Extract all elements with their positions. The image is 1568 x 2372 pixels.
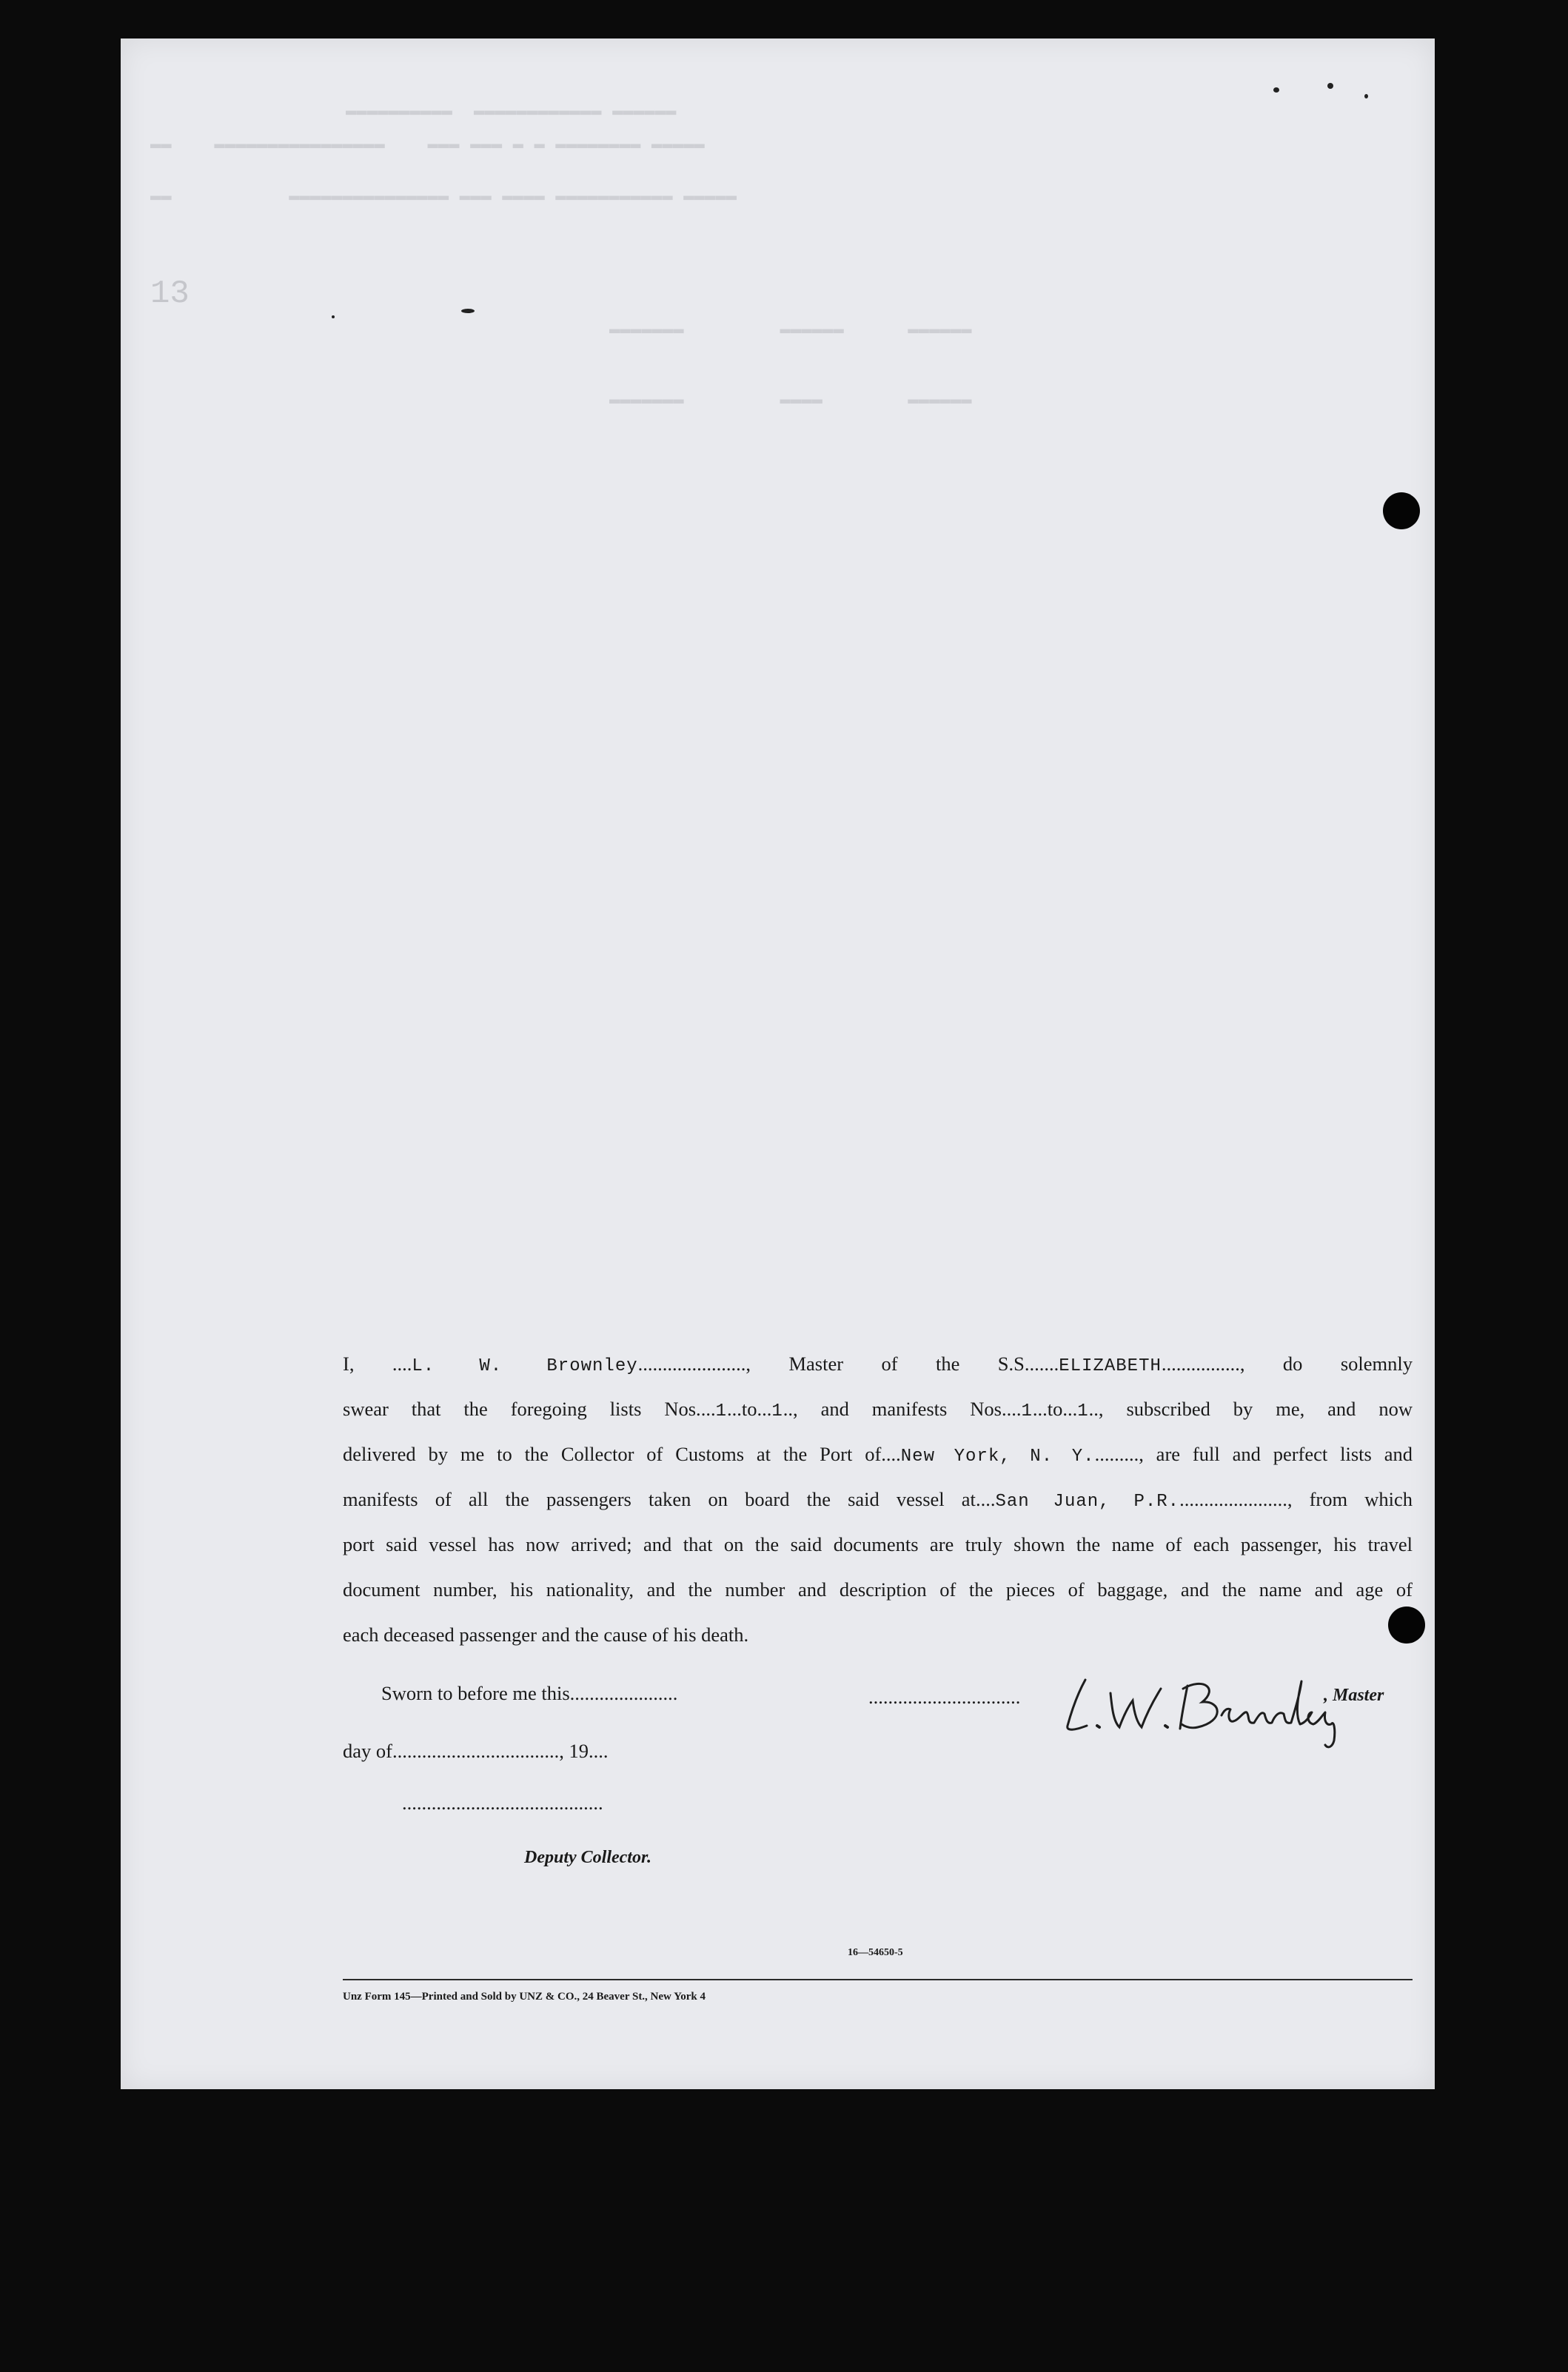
signature-stroke [1165, 1726, 1167, 1727]
dot-leader: .... [588, 1740, 609, 1762]
arrival-port: New York, N. Y. [900, 1447, 1095, 1467]
bleed-through-text: ▬▬▬▬▬▬▬▬▬▬ ▬▬▬▬▬▬▬▬▬▬▬▬ ▬▬▬▬▬▬ [239, 101, 677, 121]
dot-leader: .... [881, 1443, 901, 1465]
speck [332, 315, 335, 318]
dot-leader: ...................... [637, 1353, 746, 1375]
dot-leader: ......... [1094, 1443, 1139, 1465]
sworn-to-label: Sworn to before me this [381, 1682, 570, 1704]
day-of-label: day of [343, 1740, 392, 1762]
manifests-to: 1 [1077, 1401, 1089, 1421]
oath-text: , Master of the S.S. [746, 1353, 1030, 1375]
signature-stroke [1068, 1680, 1087, 1729]
signature-stroke [1110, 1689, 1161, 1727]
lists-from: 1 [715, 1401, 727, 1421]
dot-leader: ... [1006, 1398, 1022, 1420]
year-label: , 19 [559, 1740, 589, 1762]
oath-text: , subscribed by me, and now [1098, 1398, 1413, 1420]
dot-leader: ... [1032, 1398, 1048, 1420]
speck [1364, 94, 1368, 98]
master-signature [1050, 1664, 1353, 1752]
manifests-from: 1 [1021, 1401, 1033, 1421]
sworn-line [263, 1682, 677, 1705]
lists-to: 1 [771, 1401, 783, 1421]
speck [1273, 87, 1279, 93]
dot-leader: .. [783, 1398, 793, 1420]
oath-text: I, [343, 1353, 355, 1375]
deputy-collector-label: Deputy Collector. [524, 1848, 651, 1867]
printer-imprint: Unz Form 145—Printed and Sold by UNZ & CO., 24 Beaver St., New York 4 [343, 1991, 706, 2003]
bleed-through-text: ▬▬▬▬▬▬▬ ▬▬▬▬▬▬ ▬▬▬▬▬▬ [609, 320, 972, 340]
oath-text: , from which [1287, 1488, 1413, 1510]
dot-leader: ...................... [569, 1682, 678, 1704]
day-of-line [343, 1740, 608, 1763]
oath-line-7: each deceased passenger and the cause of his death. [343, 1624, 749, 1646]
oath-line-4 [343, 1477, 1413, 1524]
oath-text: swear that the foregoing lists Nos. [343, 1398, 701, 1420]
footer-rule [343, 1979, 1413, 1980]
oath-line-6: document number, his nationality, and the number and description of the pieces of baggage, and the name and age of [343, 1578, 1413, 1601]
punch-hole [1383, 492, 1420, 529]
vessel-name: ELIZABETH [1059, 1356, 1162, 1376]
document-page [121, 38, 1435, 2089]
speck [461, 309, 475, 313]
master-name: L. W. Brownley [412, 1356, 638, 1376]
deputy-dots: ......................................... [402, 1792, 603, 1814]
form-number: 16—54650-5 [848, 1947, 903, 1958]
oath-text: , are full and perfect lists and [1139, 1443, 1413, 1465]
oath-line-2 [343, 1387, 1413, 1434]
dot-leader: ... [700, 1398, 716, 1420]
signature-stroke [1097, 1726, 1099, 1727]
dot-leader: ...... [1029, 1353, 1059, 1375]
dot-leader: ... [726, 1398, 742, 1420]
master-dots: ............................... [868, 1686, 1021, 1708]
bleed-through-text: ▬▬ ▬▬▬▬▬▬▬▬▬▬▬▬▬▬▬▬ ▬▬▬ ▬▬▬ ▬ ▬ ▬▬▬▬▬▬▬▬ ▬▬▬▬▬ [150, 135, 705, 155]
bleed-through-text: ▬▬ ▬▬▬▬▬▬▬▬▬▬▬▬▬▬▬ ▬▬▬ ▬▬▬▬ ▬▬▬▬▬▬▬▬▬▬▬ ▬▬▬▬▬ [150, 187, 737, 207]
speck [1327, 83, 1333, 89]
dot-leader: ... [1062, 1398, 1078, 1420]
oath-text: to [741, 1398, 757, 1420]
departure-port: San Juan, P.R. [995, 1492, 1180, 1512]
signature-stroke [1222, 1681, 1335, 1747]
signature-stroke [1180, 1683, 1217, 1729]
dot-leader: ...................... [1179, 1488, 1287, 1510]
master-label: , Master [1324, 1686, 1384, 1705]
dot-leader: .. [1088, 1398, 1099, 1420]
oath-text: , do solemnly [1239, 1353, 1413, 1375]
oath-line-1 [343, 1341, 1413, 1389]
oath-text: delivered by me to the Collector of Customs at the Port of [343, 1443, 882, 1465]
oath-text: , and manifests Nos. [793, 1398, 1007, 1420]
dot-leader: .... [975, 1488, 996, 1510]
dot-leader: ... [757, 1398, 772, 1420]
page-number: 13 [150, 275, 190, 312]
oath-line-5: port said vessel has now arrived; and that on the said documents are truly shown the name of each passenger, his travel [343, 1533, 1413, 1555]
oath-line-3 [343, 1432, 1413, 1479]
oath-text: to [1047, 1398, 1063, 1420]
dot-leader: ................ [1161, 1353, 1240, 1375]
dot-leader: .................................. [392, 1740, 560, 1762]
dot-leader: .... [392, 1353, 412, 1375]
bleed-through-text: ▬▬▬▬▬▬▬ ▬▬▬▬ ▬▬▬▬▬▬ [609, 390, 972, 410]
oath-text: manifests of all the passengers taken on board the said vessel at [343, 1488, 976, 1510]
